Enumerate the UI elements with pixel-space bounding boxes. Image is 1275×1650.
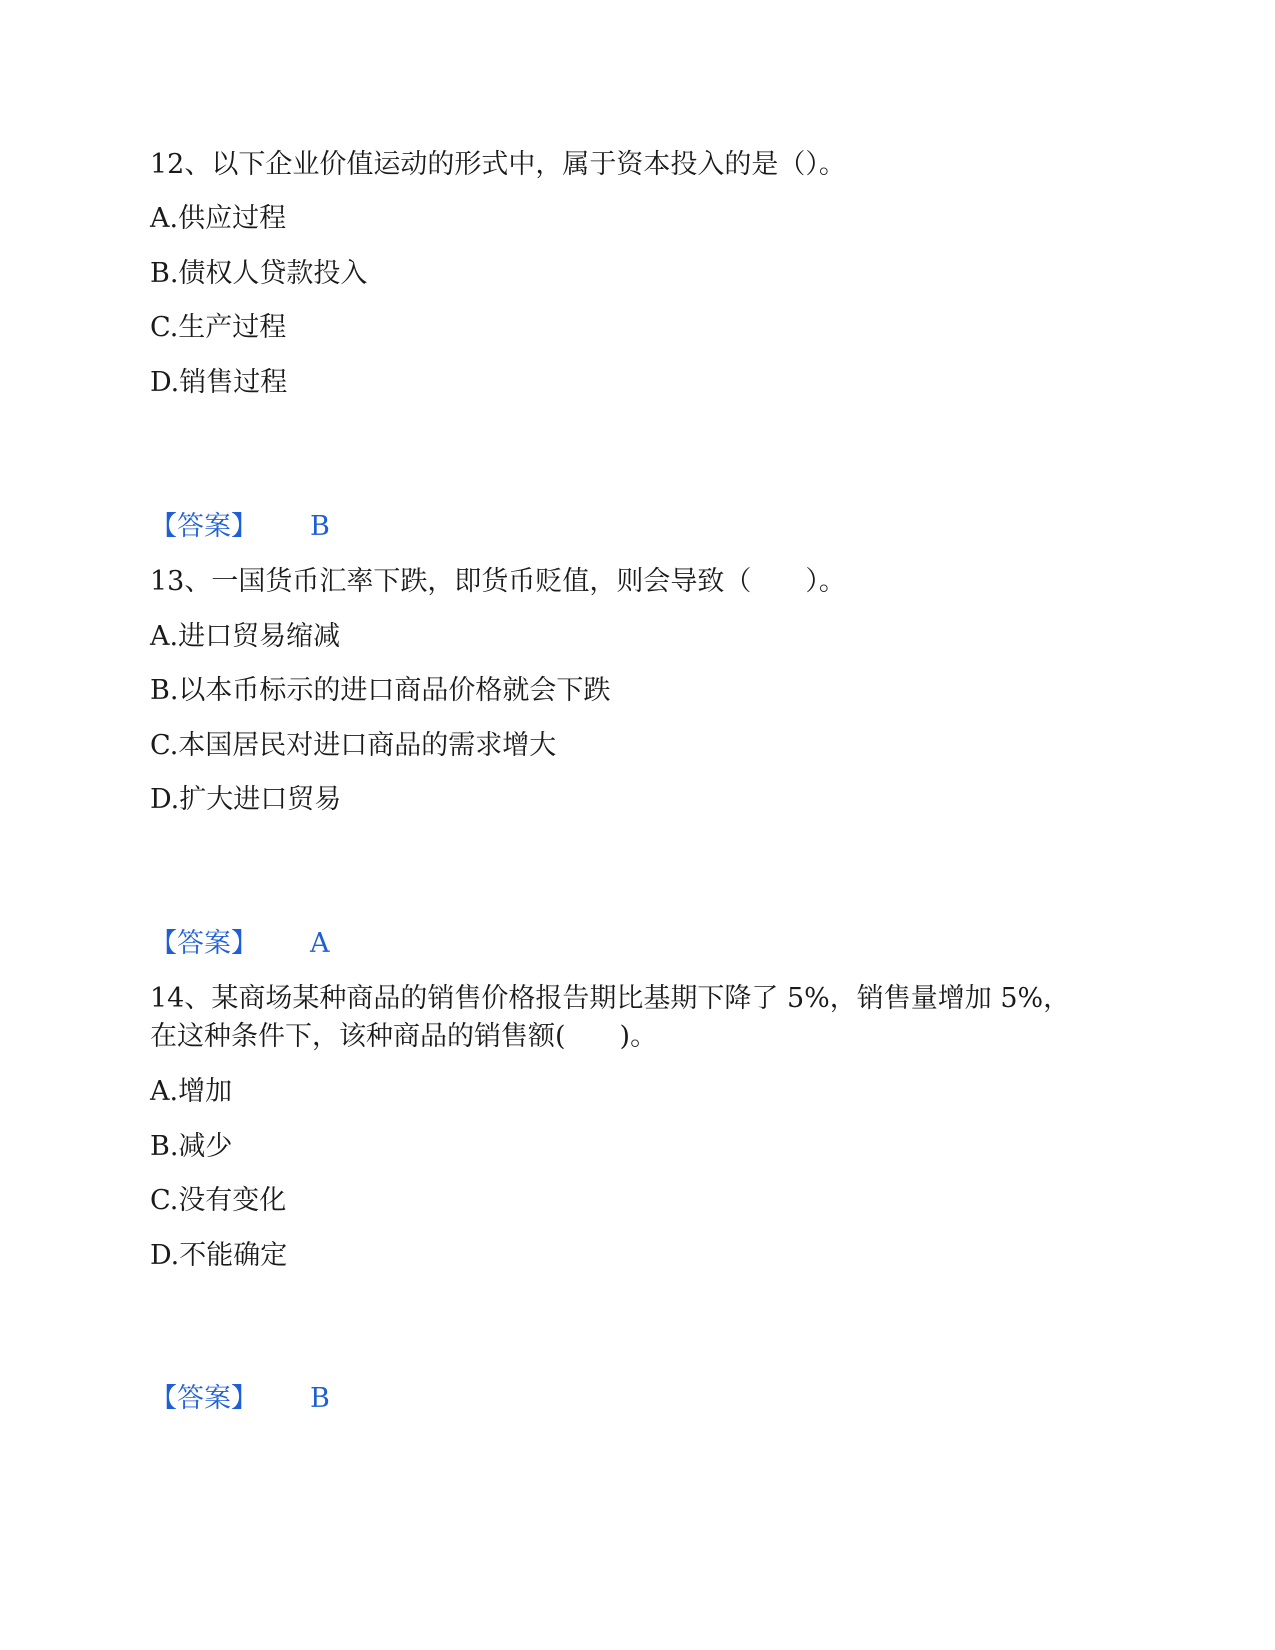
question-stem: 12、以下企业价值运动的形式中，属于资本投入的是（）。 — [150, 149, 846, 180]
answer-row — [150, 927, 330, 961]
answer-value: B — [310, 511, 330, 542]
answer-value: B — [310, 1383, 330, 1414]
option-b: B.减少 — [150, 1131, 233, 1162]
question-stem-line-1: 14、某商场某种商品的销售价格报告期比基期下降了 5%，销售量增加 5%， — [150, 983, 1071, 1014]
option-a: A.进口贸易缩减 — [150, 621, 341, 652]
option-a: A.增加 — [150, 1076, 233, 1107]
answer-label: 【答案】 — [150, 928, 258, 959]
option-c: C.生产过程 — [150, 312, 287, 343]
option-c: C.本国居民对进口商品的需求增大 — [150, 730, 557, 761]
answer-value: A — [310, 928, 330, 959]
answer-row — [150, 1382, 330, 1416]
answer-label: 【答案】 — [150, 1383, 258, 1414]
option-c: C.没有变化 — [150, 1185, 287, 1216]
option-b: B.以本币标示的进口商品价格就会下跌 — [150, 675, 611, 706]
option-d: D.销售过程 — [150, 367, 288, 398]
option-d: D.扩大进口贸易 — [150, 784, 342, 815]
question-stem-line-2: 在这种条件下，该种商品的销售额( )。 — [150, 1021, 658, 1052]
question-stem: 13、一国货币汇率下跌，即货币贬值，则会导致（ ）。 — [150, 566, 846, 597]
option-a: A.供应过程 — [150, 203, 287, 234]
option-d: D.不能确定 — [150, 1240, 288, 1271]
option-b: B.债权人贷款投入 — [150, 258, 368, 289]
answer-label: 【答案】 — [150, 511, 258, 542]
answer-row — [150, 510, 330, 544]
